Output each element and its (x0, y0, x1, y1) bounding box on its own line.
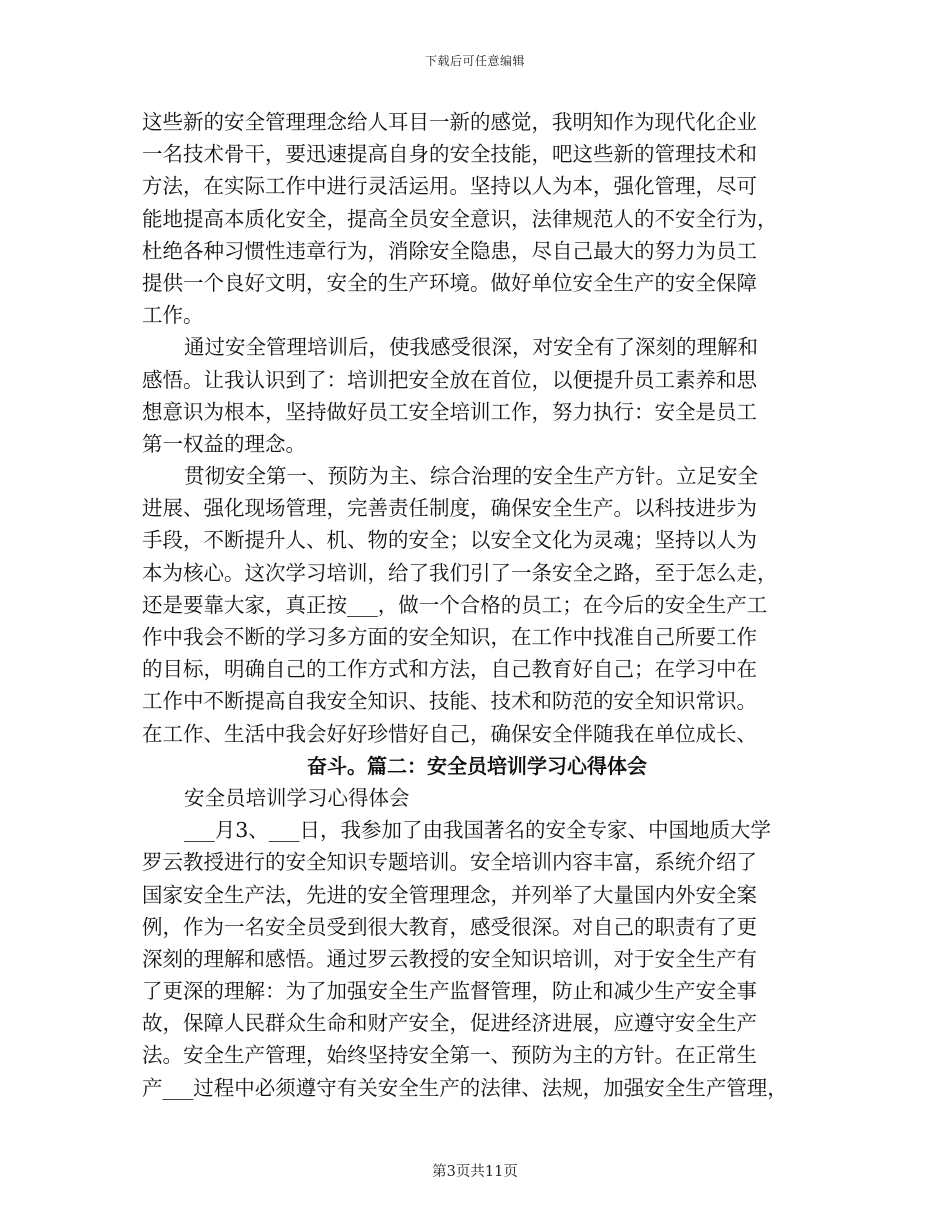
text-line: 提供一个良好文明，安全的生产环境。做好单位安全生产的安全保障 (142, 270, 757, 295)
text-line: 感悟。让我认识到了：培训把安全放在首位，以便提升员工素养和思 (142, 367, 757, 392)
text-line: 这些新的安全管理理念给人耳目一新的感觉，我明知作为现代化企业 (142, 110, 757, 134)
text-line: 产___过程中必须遵守有关安全生产的法律、法规，加强安全生产管理， (142, 1075, 788, 1100)
document-body (142, 106, 812, 1104)
paragraph-start-line: 贯彻安全第一、预防为主、综合治理的安全生产方针。立足安全 (184, 464, 758, 489)
text-line: 一名技术骨干，要迅速提高自身的安全技能，吧这些新的管理技术和 (142, 142, 757, 167)
text-line: 想意识为根本，坚持做好员工安全培训工作，努力执行：安全是员工 (142, 399, 757, 424)
text-line: 能地提高本质化安全，提高全员安全意识，法律规范人的不安全行为， (142, 206, 778, 231)
page-header: 下载后可任意编辑 (424, 54, 525, 68)
text-line: 本为核心。这次学习培训，给了我们引了一条安全之路，至于怎么走， (142, 560, 778, 585)
text-line: 作中我会不断的学习多方面的安全知识，在工作中找准自己所要工作 (142, 625, 757, 649)
text-line: 方法，在实际工作中进行灵活运用。坚持以人为本，强化管理，尽可 (142, 174, 757, 199)
text-line: 罗云教授进行的安全知识专题培训。安全培训内容丰富，系统介绍了 (142, 850, 757, 875)
text-line: 国家安全生产法，先进的安全管理理念，并列举了大量国内外安全案 (142, 882, 757, 907)
page-number-footer: 第3页共11页 (432, 1164, 518, 1180)
text-line: 第一权益的理念。 (142, 431, 306, 456)
text-line: 在工作、生活中我会好好珍惜好自己，确保安全伴随我在单位成长、 (142, 721, 757, 746)
text-line: 深刻的理解和感悟。通过罗云教授的安全知识培训，对于安全生产有 (142, 946, 757, 971)
section-title: 奋斗。篇二：安全员培训学习心得体会 (307, 753, 647, 778)
text-line: 进展、强化现场管理，完善责任制度，确保安全生产。以科技进步为 (142, 496, 757, 521)
text-line: 故，保障人民群众生命和财产安全，促进经济进展，应遵守安全生产 (142, 1011, 757, 1036)
text-line: 的目标，明确自己的工作方式和方法，自己教育好自己；在学习中在 (142, 657, 757, 682)
text-line: 手段，不断提升人、机、物的安全；以安全文化为灵魂；坚持以人为 (142, 528, 757, 553)
text-line: 法。安全生产管理，始终坚持安全第一、预防为主的方针。在正常生 (142, 1043, 757, 1068)
text-line: 工作中不断提高自我安全知识、技能、技术和防范的安全知识常识。 (142, 689, 757, 714)
paragraph-start-line: ___月3、___日，我参加了由我国著名的安全专家、中国地质大学 (184, 818, 772, 843)
subtitle-line: 安全员培训学习心得体会 (184, 785, 410, 810)
text-line: 杜绝各种习惯性违章行为，消除安全隐患，尽自己最大的努力为员工 (142, 238, 757, 263)
text-line: 工作。 (142, 303, 204, 328)
text-line: 还是要靠大家，真正按___，做一个合格的员工；在今后的安全生产工 (142, 592, 768, 617)
text-line: 例，作为一名安全员受到很大教育，感受很深。对自己的职责有了更 (142, 914, 757, 939)
paragraph-start-line: 通过安全管理培训后，使我感受很深，对安全有了深刻的理解和 (184, 335, 758, 360)
text-line: 了更深的理解：为了加强安全生产监督管理，防止和减少生产安全事 (142, 979, 757, 1004)
